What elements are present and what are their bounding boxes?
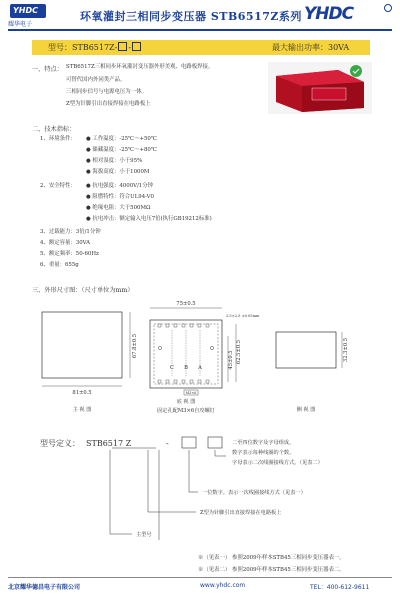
section3-heading: 三、外形尺寸图：（尺寸单位为mm） — [32, 287, 134, 294]
section1-heading: 一、特点： — [32, 66, 63, 73]
definition-box-2 — [208, 437, 222, 448]
registered-mark-icon — [384, 4, 392, 12]
env-item: ● 工作温度：-25℃～+50℃ — [86, 136, 157, 142]
definition-explain: 一位数字。表示一次线圈接线方式（见表一） — [202, 490, 306, 496]
env-label: 1、环境条件： — [40, 136, 76, 142]
mounting-note: 固定孔配M3×6自攻螺钉 — [157, 408, 215, 414]
spec-line: 6、重量：655g — [40, 262, 79, 268]
feature-line: 可替代国内外同类产品。 — [66, 77, 126, 83]
pin-letter-b: B — [184, 365, 188, 371]
footer-company: 北京耀华德昌电子有限公司 — [8, 584, 81, 591]
footnote: ※（见表一） 参照2009年样本STB45三相同步变压器表一。 — [198, 555, 345, 561]
safety-item: ● 抗电冲击：额定输入电压7倍(执行GB19212标准) — [86, 216, 212, 222]
footnote: ※（见表二） 参照2009年样本STB45三相同步变压器表二。 — [198, 567, 345, 573]
max-power-label: 最大输出功率：30VA — [272, 43, 350, 52]
document-title: 环氧灌封三相同步变压器 STB6517Z系列 — [80, 10, 302, 23]
footer-tel: TEL：400-612-9611 — [310, 584, 370, 591]
spec-line: 3、过载能力：3倍/1分钟 — [40, 229, 101, 235]
bottom-width-dim: 75±0.5 — [176, 301, 196, 307]
safety-item: ● 绝缘电阻：大于500MΩ — [86, 205, 151, 211]
model-definition-diagram — [0, 430, 400, 550]
definition-sep: - — [166, 439, 169, 448]
definition-explain: 主型号 — [136, 532, 152, 538]
bottom-height-dim-2: 62.5±0.5 — [236, 339, 242, 365]
spec-line: 4、额定容量：30VA — [40, 240, 91, 246]
logo-text: YHDC — [13, 6, 38, 15]
definition-model: STB6517 Z — [86, 439, 132, 448]
dimension-drawings — [0, 290, 400, 420]
safety-item: ● 阻燃特性：符合UL94-V0 — [86, 194, 154, 200]
safety-item: ● 抗电强度：4000V/1分钟 — [86, 183, 154, 189]
pin-pitch-dim: 2.5×2.5 ±0.05mm — [226, 314, 260, 318]
spec-line: 5、额定频率：50-60Hz — [40, 251, 99, 257]
definition-explain: 二至四位数字及字母组成。 — [232, 440, 295, 446]
bottom-height-dim-1: 45±0.5 — [228, 350, 234, 370]
logo-chinese-name: 耀华电子 — [8, 21, 33, 28]
feature-line: Z型为针脚引出直接焊接在电路板上 — [66, 101, 151, 107]
model-placeholder-box — [132, 42, 141, 51]
side-view-outline — [276, 332, 336, 368]
pin-box-label: M3×6 — [185, 391, 197, 395]
env-item: ● 储藏温度：-25℃～+80℃ — [86, 147, 157, 153]
definition-explain: Z型为针脚引出直接焊接在电路板上 — [200, 510, 282, 516]
model-placeholder-box — [118, 42, 127, 51]
env-item: ● 海拔高度：小于1000M — [86, 169, 150, 175]
definition-explain: 字母表示二次线圈接线方式。（见表二） — [232, 460, 323, 466]
brand-logo: YHDC — [304, 4, 354, 24]
front-view-caption: 主 视 图 — [72, 407, 92, 413]
definition-explain: 数字表示每种线圈的个数。 — [232, 450, 295, 456]
pin-letter-a: A — [198, 365, 202, 371]
product-photo — [268, 62, 372, 114]
side-height-dim: 32.3±0.5 — [343, 337, 349, 363]
pin-letter-c: C — [170, 365, 174, 371]
bottom-view-caption: 底 视 图 — [176, 399, 196, 405]
safety-label: 2、安全特性： — [40, 183, 76, 189]
side-view-caption: 侧 视 图 — [296, 407, 316, 413]
feature-line: 三相同步信号与电源电压为一体。 — [66, 89, 147, 95]
model-dash: - — [128, 43, 132, 52]
front-width-dim: 81±0.5 — [72, 390, 92, 396]
footer-rule — [8, 577, 392, 578]
model-label-text: 型号：STB6517Z- — [48, 43, 118, 52]
definition-label: 型号定义： — [40, 439, 80, 448]
header-rule — [8, 29, 392, 31]
section2-heading: 二、技术指标： — [32, 126, 76, 133]
footer-web[interactable]: www.yhdc.com — [200, 582, 246, 589]
feature-line: STB6517Z三相同步环氧灌封变压器外形美观、电路板焊接。 — [66, 64, 214, 70]
env-item: ● 相对湿度：小于95% — [86, 158, 143, 164]
definition-box-1 — [182, 437, 196, 448]
front-view-outline — [42, 312, 122, 378]
front-height-dim: 67.8±0.5 — [132, 333, 138, 359]
model-label — [48, 42, 142, 53]
